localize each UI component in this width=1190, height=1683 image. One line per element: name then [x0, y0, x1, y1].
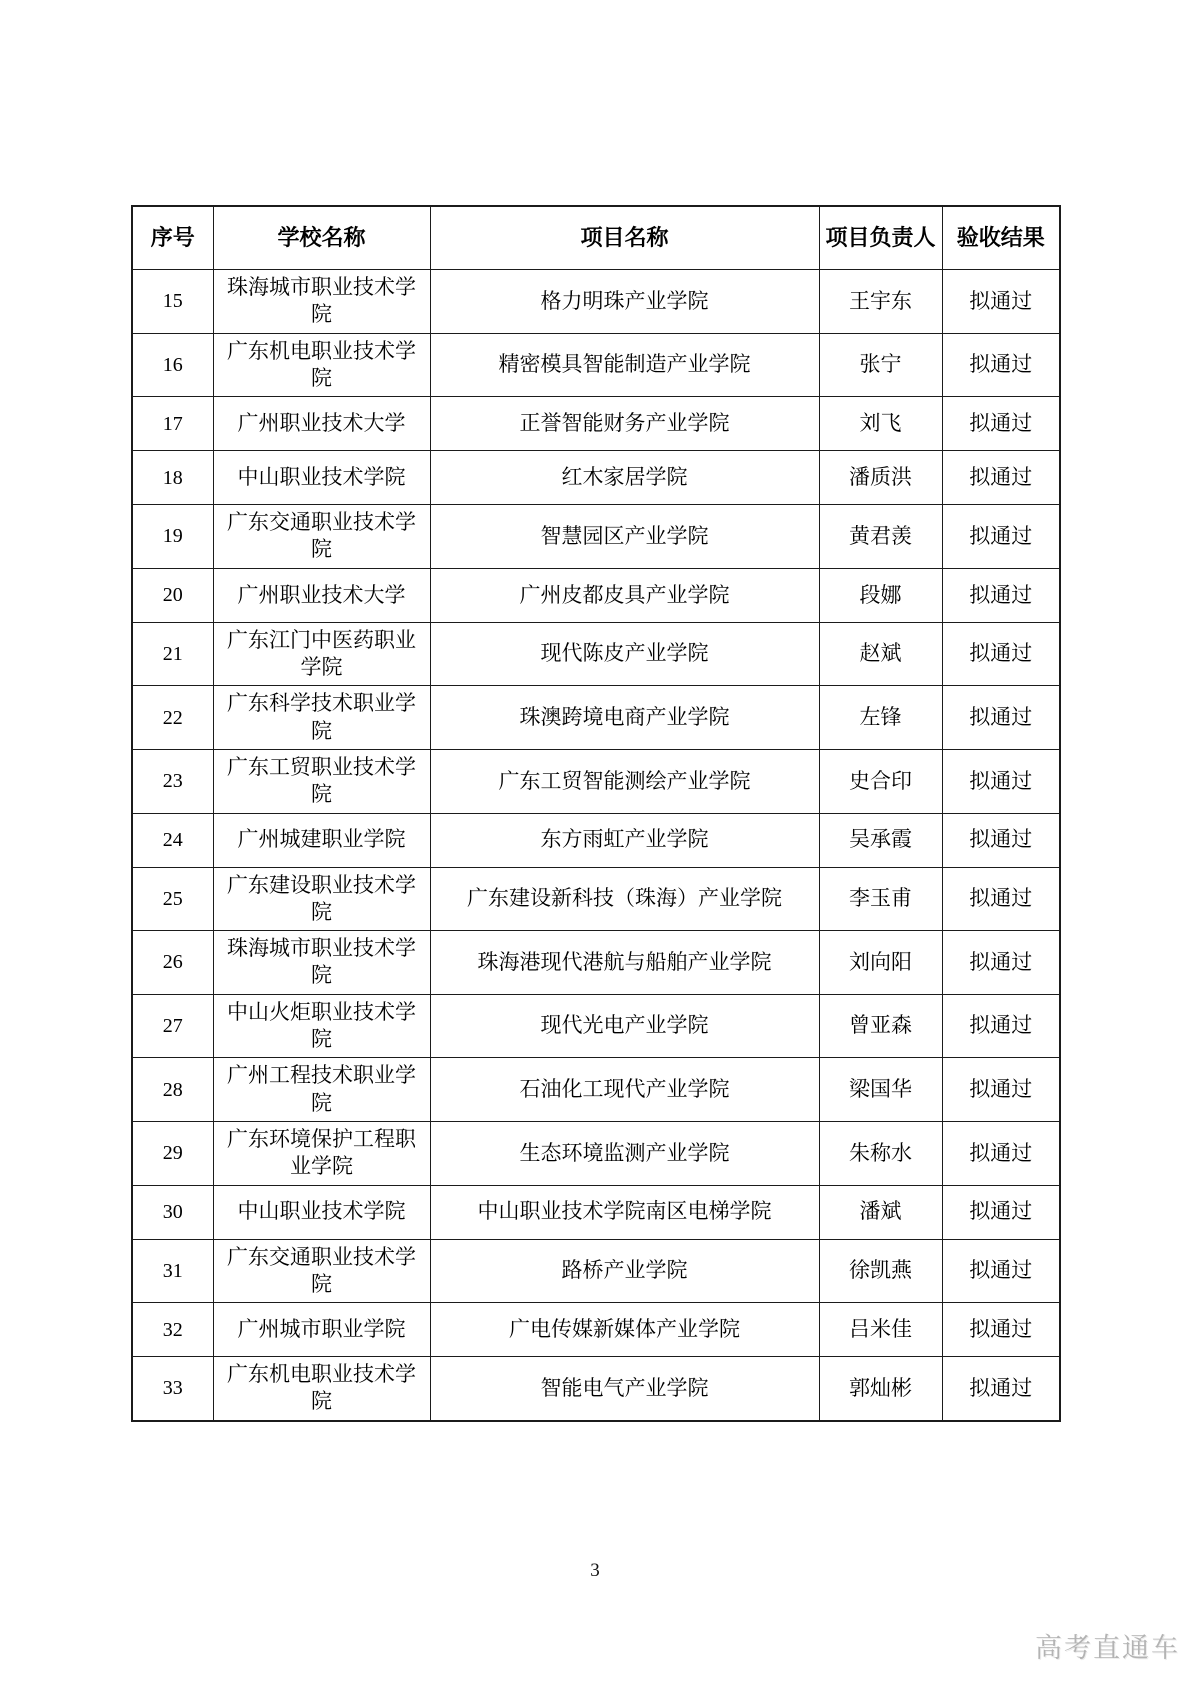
cell-result: 拟通过 — [942, 994, 1060, 1058]
cell-result: 拟通过 — [942, 451, 1060, 505]
acceptance-results-table — [131, 205, 1061, 1422]
cell-leader: 徐凯燕 — [819, 1239, 942, 1303]
table-row — [132, 1185, 1060, 1239]
cell-project: 中山职业技术学院南区电梯学院 — [430, 1185, 819, 1239]
cell-leader: 李玉甫 — [819, 867, 942, 931]
cell-leader: 张宁 — [819, 333, 942, 397]
cell-no: 26 — [132, 931, 213, 995]
cell-leader: 刘飞 — [819, 397, 942, 451]
cell-project: 正誉智能财务产业学院 — [430, 397, 819, 451]
table-row — [132, 1357, 1060, 1421]
cell-result: 拟通过 — [942, 1303, 1060, 1357]
cell-no: 31 — [132, 1239, 213, 1303]
table-row — [132, 1239, 1060, 1303]
table-row — [132, 451, 1060, 505]
cell-school: 珠海城市职业技术学院 — [213, 270, 430, 334]
cell-leader: 吴承霞 — [819, 813, 942, 867]
cell-result: 拟通过 — [942, 867, 1060, 931]
cell-result: 拟通过 — [942, 568, 1060, 622]
cell-leader: 左锋 — [819, 686, 942, 750]
table-row — [132, 270, 1060, 334]
cell-project: 生态环境监测产业学院 — [430, 1121, 819, 1185]
cell-no: 32 — [132, 1303, 213, 1357]
table-row — [132, 1303, 1060, 1357]
cell-leader: 梁国华 — [819, 1058, 942, 1122]
cell-result: 拟通过 — [942, 1058, 1060, 1122]
cell-no: 27 — [132, 994, 213, 1058]
header-leader: 项目负责人 — [819, 206, 942, 270]
cell-no: 21 — [132, 622, 213, 686]
cell-leader: 黄君羡 — [819, 505, 942, 569]
cell-no: 29 — [132, 1121, 213, 1185]
cell-project: 红木家居学院 — [430, 451, 819, 505]
cell-project: 广电传媒新媒体产业学院 — [430, 1303, 819, 1357]
table-row — [132, 931, 1060, 995]
cell-school: 广东工贸职业技术学院 — [213, 749, 430, 813]
cell-leader: 朱称水 — [819, 1121, 942, 1185]
cell-leader: 段娜 — [819, 568, 942, 622]
table-row — [132, 686, 1060, 750]
cell-result: 拟通过 — [942, 686, 1060, 750]
cell-school: 广东科学技术职业学院 — [213, 686, 430, 750]
cell-no: 25 — [132, 867, 213, 931]
table-row — [132, 994, 1060, 1058]
cell-project: 石油化工现代产业学院 — [430, 1058, 819, 1122]
cell-result: 拟通过 — [942, 270, 1060, 334]
cell-result: 拟通过 — [942, 397, 1060, 451]
table-row — [132, 867, 1060, 931]
cell-school: 广州城市职业学院 — [213, 1303, 430, 1357]
cell-result: 拟通过 — [942, 1357, 1060, 1421]
cell-project: 路桥产业学院 — [430, 1239, 819, 1303]
cell-no: 18 — [132, 451, 213, 505]
cell-project: 现代光电产业学院 — [430, 994, 819, 1058]
table-row — [132, 505, 1060, 569]
cell-project: 格力明珠产业学院 — [430, 270, 819, 334]
cell-no: 17 — [132, 397, 213, 451]
cell-project: 广东工贸智能测绘产业学院 — [430, 749, 819, 813]
cell-project: 精密模具智能制造产业学院 — [430, 333, 819, 397]
cell-school: 广州工程技术职业学院 — [213, 1058, 430, 1122]
cell-school: 广东交通职业技术学院 — [213, 505, 430, 569]
cell-project: 珠海港现代港航与船舶产业学院 — [430, 931, 819, 995]
cell-school: 广东机电职业技术学院 — [213, 1357, 430, 1421]
cell-result: 拟通过 — [942, 931, 1060, 995]
cell-leader: 潘质洪 — [819, 451, 942, 505]
cell-leader: 史合印 — [819, 749, 942, 813]
cell-leader: 吕米佳 — [819, 1303, 942, 1357]
cell-school: 中山火炬职业技术学院 — [213, 994, 430, 1058]
table-row — [132, 568, 1060, 622]
table-row — [132, 1058, 1060, 1122]
cell-project: 智能电气产业学院 — [430, 1357, 819, 1421]
cell-project: 广州皮都皮具产业学院 — [430, 568, 819, 622]
cell-project: 广东建设新科技（珠海）产业学院 — [430, 867, 819, 931]
table-row — [132, 397, 1060, 451]
cell-project: 东方雨虹产业学院 — [430, 813, 819, 867]
cell-school: 广东建设职业技术学院 — [213, 867, 430, 931]
cell-no: 20 — [132, 568, 213, 622]
cell-no: 24 — [132, 813, 213, 867]
cell-no: 33 — [132, 1357, 213, 1421]
table-body — [132, 270, 1060, 1421]
header-result: 验收结果 — [942, 206, 1060, 270]
table-row — [132, 813, 1060, 867]
cell-school: 广州职业技术大学 — [213, 397, 430, 451]
cell-leader: 赵斌 — [819, 622, 942, 686]
header-school: 学校名称 — [213, 206, 430, 270]
table-header-row — [132, 206, 1060, 270]
table-row — [132, 333, 1060, 397]
cell-school: 中山职业技术学院 — [213, 451, 430, 505]
cell-result: 拟通过 — [942, 813, 1060, 867]
cell-result: 拟通过 — [942, 1239, 1060, 1303]
cell-no: 22 — [132, 686, 213, 750]
cell-no: 28 — [132, 1058, 213, 1122]
cell-leader: 刘向阳 — [819, 931, 942, 995]
cell-school: 广州城建职业学院 — [213, 813, 430, 867]
table-row — [132, 749, 1060, 813]
table-row — [132, 1121, 1060, 1185]
cell-no: 30 — [132, 1185, 213, 1239]
cell-no: 23 — [132, 749, 213, 813]
cell-school: 广东机电职业技术学院 — [213, 333, 430, 397]
cell-result: 拟通过 — [942, 1121, 1060, 1185]
cell-no: 16 — [132, 333, 213, 397]
cell-result: 拟通过 — [942, 505, 1060, 569]
header-project: 项目名称 — [430, 206, 819, 270]
cell-no: 19 — [132, 505, 213, 569]
table-row — [132, 622, 1060, 686]
cell-project: 智慧园区产业学院 — [430, 505, 819, 569]
cell-school: 珠海城市职业技术学院 — [213, 931, 430, 995]
cell-school: 广东环境保护工程职业学院 — [213, 1121, 430, 1185]
cell-leader: 潘斌 — [819, 1185, 942, 1239]
cell-school: 广州职业技术大学 — [213, 568, 430, 622]
cell-result: 拟通过 — [942, 622, 1060, 686]
cell-leader: 郭灿彬 — [819, 1357, 942, 1421]
watermark-text: 高考直通车 — [1035, 1633, 1180, 1663]
cell-school: 广东江门中医药职业学院 — [213, 622, 430, 686]
cell-no: 15 — [132, 270, 213, 334]
cell-project: 现代陈皮产业学院 — [430, 622, 819, 686]
cell-leader: 王宇东 — [819, 270, 942, 334]
header-no: 序号 — [132, 206, 213, 270]
cell-project: 珠澳跨境电商产业学院 — [430, 686, 819, 750]
cell-leader: 曾亚森 — [819, 994, 942, 1058]
cell-result: 拟通过 — [942, 333, 1060, 397]
cell-result: 拟通过 — [942, 749, 1060, 813]
page-number: 3 — [590, 1560, 600, 1581]
cell-result: 拟通过 — [942, 1185, 1060, 1239]
cell-school: 广东交通职业技术学院 — [213, 1239, 430, 1303]
cell-school: 中山职业技术学院 — [213, 1185, 430, 1239]
